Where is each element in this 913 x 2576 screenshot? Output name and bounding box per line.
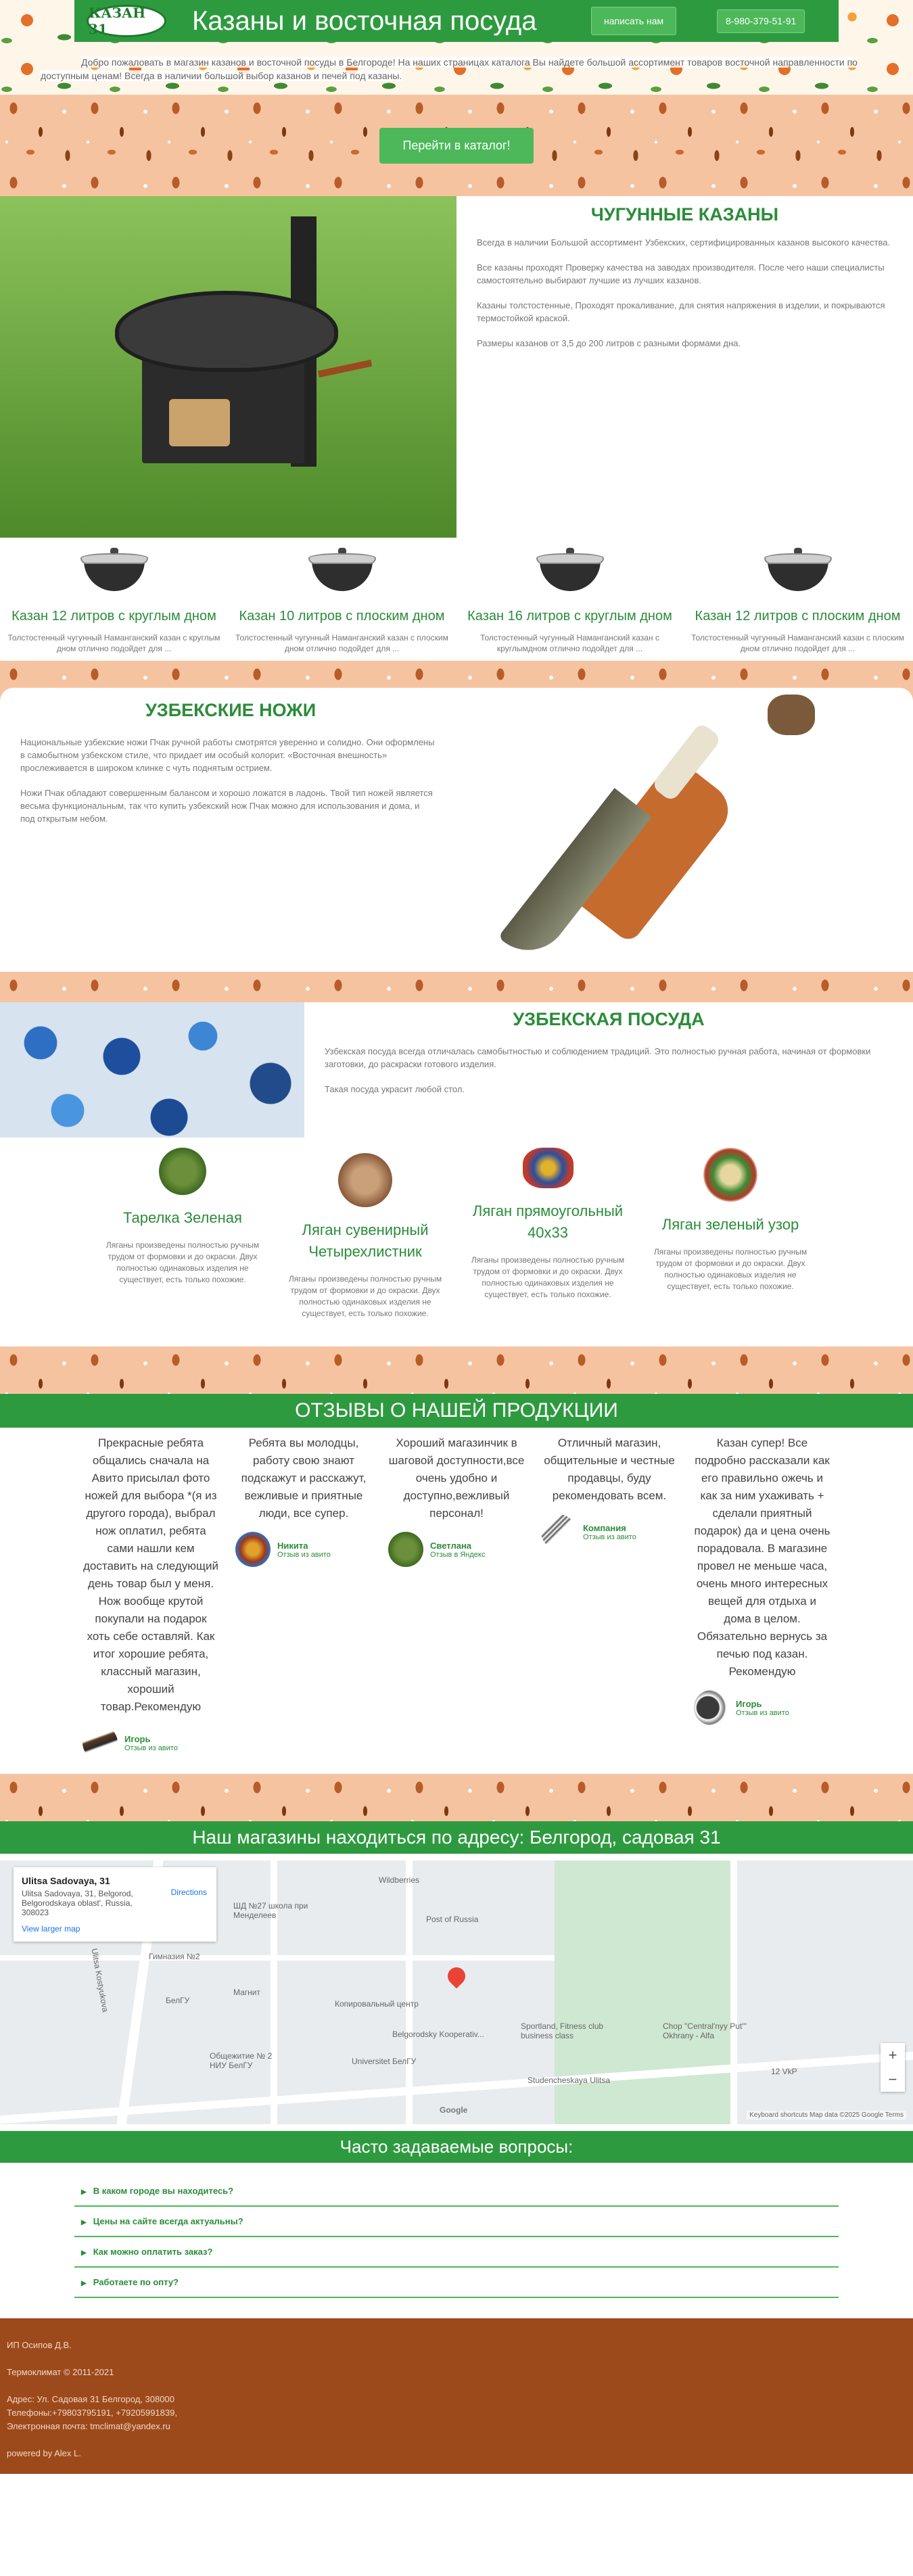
review-text: Казан супер! Все подробно рассказали как его правильно ожечь и как за ним ухаживать + сделали приятный подарок) да и цена очень порадовала. В магазине провел не меньше часа, очень много интересных вещей для отдыха и дома в целом. Обязательно вернусь за печью под казан. Рекомендую [694, 1436, 830, 1678]
plate-desc: Ляганы произведены полностью ручным трудом от формовки и до окраски. Двух полностью одинаковых изделия не существует, есть только похожие. [288, 1274, 442, 1318]
kazan-section [0, 196, 913, 538]
product-title[interactable]: Казан 12 литров с круглым дном [11, 609, 216, 624]
author-name: Компания [583, 1522, 626, 1533]
divider-pattern [0, 972, 913, 1002]
site-title: Казаны и восточная посуда [192, 5, 537, 36]
footer-copyright: Термоклимат © 2011-2021 [7, 2367, 114, 2377]
divider-pattern [0, 1346, 913, 1394]
product-desc: Толстостенный чугунный Наманганский казан с круглым дном отлично подойдет для ... [7, 633, 220, 653]
review-list [0, 1428, 913, 1774]
map-info-card [14, 1867, 216, 1942]
catalog-button[interactable]: Перейти в каталог! [379, 128, 533, 164]
kazan-text [456, 196, 913, 538]
header-bar [74, 0, 839, 42]
product-card[interactable] [228, 548, 456, 654]
plate-desc: Ляганы произведены полностью ручным трудом от формовки и до окраски. Двух полностью одинаковых изделия не существует, есть только похожие. [653, 1247, 807, 1291]
kazan-icon [308, 548, 376, 595]
map-label: Общежитие № 2 НИУ БелГУ [210, 2051, 273, 2070]
product-desc: Толстостенный чугунный Наманганский казан с плоским дном отлично подойдет для ... [691, 633, 904, 653]
phone-button[interactable]: 8-980-379-51-91 [717, 9, 805, 33]
kazan-icon [764, 548, 832, 595]
product-list [0, 538, 913, 661]
zoom-out-icon[interactable]: − [888, 2071, 897, 2088]
plate-desc: Ляганы произведены полностью ручным трудом от формовки и до окраски. Двух полностью одинаковых изделия не существует, есть только похожие. [106, 1240, 260, 1284]
map-label: БелГУ [166, 1996, 190, 2005]
caret-right-icon: ▶ [81, 2188, 87, 2196]
author-source: Отзыв из авито [736, 1708, 789, 1717]
plate-card[interactable] [274, 1148, 456, 1319]
author-name: Никита [277, 1540, 308, 1551]
kazan-paragraph: Размеры казанов от 3,5 до 200 литров с разными формами дна. [477, 338, 741, 348]
kazan-photo [0, 196, 456, 538]
faq-item[interactable]: ▶ Работаете по опту? [74, 2268, 839, 2298]
reviews-title: ОТЗЫВЫ О НАШЕЙ ПРОДУКЦИИ [0, 1394, 913, 1428]
zoom-in-icon[interactable]: + [888, 2046, 897, 2063]
faq-list [0, 2163, 913, 2318]
write-us-button[interactable]: написать нам [591, 7, 676, 35]
product-title[interactable]: Казан 16 литров с круглым дном [467, 609, 672, 624]
kazan-paragraph: Все казаны проходят Проверку качества на заводах производителя. После чего наши специалисты самостоятельно выбирают лучшие из лучших казанов. [477, 262, 885, 285]
review-text: Отличный магазин, общительные и честные продавцы, буду рекомендовать всем. [544, 1436, 675, 1502]
review-card [380, 1434, 533, 1567]
location-pin-icon[interactable] [444, 1964, 469, 1989]
review-author [388, 1532, 525, 1567]
review-author [541, 1514, 678, 1549]
map-label: Копировальный центр [335, 1999, 419, 2009]
footer-powered: powered by Alex L. [7, 2448, 81, 2458]
map-copyright[interactable]: Keyboard shortcuts Map data ©2025 Google Terms [747, 2111, 906, 2120]
plate-title[interactable]: Ляган прямоугольный 40х33 [472, 1202, 624, 1241]
footer-email[interactable]: Электронная почта: tmclimat@yandex.ru [7, 2421, 170, 2431]
site-header [0, 0, 913, 49]
product-desc: Толстостенный чугунный Наманганский казан с плоским дном отлично подойдет для ... [235, 633, 448, 653]
author-source: Отзыв из авито [277, 1550, 331, 1559]
knives-text [0, 688, 456, 972]
plate-title[interactable]: Ляган зеленый узор [661, 1216, 799, 1233]
review-card [74, 1434, 227, 1760]
divider-pattern [0, 1774, 913, 1821]
map-label: Sportland, Fitness club business class [521, 2021, 604, 2040]
review-author [83, 1725, 219, 1760]
pottery-title: УЗБЕКСКАЯ ПОСУДА [513, 1009, 705, 1029]
author-name: Игорь [736, 1698, 762, 1709]
review-text: Прекрасные ребята общались сначала на Авито присылал фото ножей для выбора *(я из другого города), выбрал нож оплатил, ребята сами нашли кем доставить на следующий день товар был у меня. Нож вообще крутой покупали на подарок хоть себе оставляй. Как итог хорошие ребята, классный магазин, хороший товар.Рекомендую [83, 1436, 219, 1713]
knives-section [0, 688, 913, 972]
review-card [533, 1434, 686, 1549]
review-text: Ребята вы молодцы, работу свою знают подскажут и расскажут, вежливые и приятные люди, все супер. [241, 1436, 367, 1520]
plate-card[interactable] [639, 1148, 822, 1319]
knife-avatar-icon [83, 1725, 118, 1760]
author-name: Светлана [430, 1540, 472, 1551]
map-larger-link[interactable]: View larger map [22, 1924, 80, 1934]
faq-title: Часто задаваемые вопросы: [0, 2131, 913, 2163]
plate-desc: Ляганы произведены полностью ручным трудом от формовки и до окраски. Двух полностью одинаковых изделия не существует, есть только похожие. [471, 1255, 625, 1299]
faq-item[interactable]: ▶ Как можно оплатить заказ? [74, 2237, 839, 2268]
pottery-section [0, 1002, 913, 1138]
faq-item[interactable]: ▶ В каком городе вы находитесь? [74, 2176, 839, 2207]
map-zoom-control[interactable] [881, 2043, 905, 2092]
kazan-icon [80, 548, 148, 595]
review-author [694, 1690, 830, 1725]
product-title[interactable]: Казан 12 литров с плоским дном [695, 609, 901, 624]
catalog-strip [0, 95, 913, 196]
pottery-paragraph: Такая посуда украсит любой стол. [325, 1084, 465, 1094]
google-map[interactable] [0, 1860, 913, 2124]
review-card [686, 1434, 839, 1725]
product-title[interactable]: Казан 10 литров с плоским дном [239, 609, 445, 624]
plate-card[interactable] [456, 1148, 639, 1319]
author-source: Отзыв в Яндекс [430, 1550, 486, 1559]
kazan-title: ЧУГУННЫЕ КАЗАНЫ [590, 204, 779, 225]
faq-item[interactable]: ▶ Цены на сайте всегда актуальны? [74, 2207, 839, 2237]
intro-section [0, 49, 913, 95]
google-logo: Google [440, 2105, 468, 2115]
caret-right-icon: ▶ [81, 2249, 87, 2257]
address-title: Наш магазины находиться по адресу: Белгород, садовая 31 [0, 1821, 913, 1854]
map-place-name: Ulitsa Sadovaya, 31 [22, 1875, 110, 1886]
kazan-paragraph: Всегда в наличии Большой ассортимент Узбекских, сертифицированных казанов высокого качества. [477, 237, 891, 248]
footer-phones[interactable]: Телефоны:+79803795191, +79205991839, [7, 2408, 177, 2418]
author-name: Игорь [124, 1733, 151, 1744]
plate-title[interactable]: Ляган сувенирный Четырехлистник [302, 1221, 429, 1260]
plate-list [0, 1138, 913, 1346]
author-source: Отзыв из авито [583, 1532, 636, 1541]
plate-avatar-icon [388, 1532, 423, 1567]
map-label: Гимназия №2 [149, 1952, 200, 1961]
kazan-paragraph: Казаны толстостенные, Проходят прокаливание, для снятия напряжения в изделии, и покрываются термостойкой краской. [477, 300, 885, 323]
knife-photo [456, 688, 913, 972]
map-label: Universitet БелГУ [352, 2057, 417, 2066]
map-label: Ulitsa Kostyukova [89, 1947, 110, 2013]
kazan-icon [536, 548, 604, 595]
map-place-address: Ulitsa Sadovaya, 31, Belgorod, Belgorodskaya oblast', Russia, 308023 [22, 1889, 133, 1917]
map-label: Chop "Central'nyy Put'" Okhrany - Alfa [663, 2021, 747, 2040]
kazan-avatar-icon [694, 1690, 729, 1725]
pottery-photo [0, 1002, 304, 1138]
plate-title[interactable]: Тарелка Зеленая [123, 1209, 242, 1226]
caret-right-icon: ▶ [81, 2280, 87, 2287]
site-logo[interactable]: КАЗАН 31 [87, 5, 166, 37]
review-card [227, 1434, 380, 1567]
pattern-plate-icon [703, 1148, 757, 1202]
map-label: Wildberries [379, 1875, 420, 1885]
knives-wrapper [0, 661, 913, 972]
footer-address: Адрес: Ул. Садовая 31 Белгород, 308000 [7, 2394, 174, 2404]
review-author [235, 1532, 372, 1567]
product-desc: Толстостенный чугунный Наманганский казан с круглымдном отлично подойдет для ... [480, 633, 659, 653]
plate-avatar-icon [235, 1532, 271, 1567]
site-footer [0, 2318, 913, 2474]
knives-paragraph: Национальные узбекские ножи Пчак ручной работы смотрятся уверенно и солидно. Они оформлены в самобытном узбекском стиле, что придает им особый колорит. «Восточная внешность» прослеживается в широком клинке с чуть поднятым острием. [20, 737, 435, 773]
review-text: Хороший магазинчик в шаговой доступности,все очень удобно и доступно,вежливый персонал! [388, 1436, 525, 1520]
rect-plate-icon [523, 1148, 573, 1188]
footer-owner: ИП Осипов Д.В. [7, 2340, 72, 2350]
intro-text: Добро пожаловать в магазин казанов и восточной посуды в Белгороде! На наших страницах каталога Вы найдете большой ассортимент товаров восточной направленности по доступным ценам! Всегда в наличии большой выбор казанов и печей под казаны. [41, 57, 858, 81]
knives-title: УЗБЕКСКИЕ НОЖИ [145, 700, 317, 720]
map-directions-link[interactable]: Directions [170, 1888, 207, 1897]
plate-card[interactable] [91, 1148, 274, 1319]
product-card[interactable] [456, 548, 684, 654]
map-label: ШД №27 школа при Менделеев [233, 1901, 308, 1920]
product-card[interactable] [0, 548, 228, 654]
green-plate-icon [159, 1148, 206, 1195]
map-label: Belgorodsky Kooperativ... [392, 2030, 484, 2039]
caret-right-icon: ▶ [81, 2219, 87, 2226]
product-card[interactable] [684, 548, 912, 654]
map-label: 12 VkP [771, 2067, 797, 2076]
map-label: Магнит [233, 1988, 261, 1997]
souvenir-plate-icon [338, 1153, 392, 1207]
map-label: Studencheskaya Ulitsa [528, 2076, 611, 2085]
skewer-avatar-icon [541, 1514, 576, 1549]
knives-paragraph: Ножи Пчак обладают совершенным балансом и хорошо ложатся в ладонь. Твой тип ножей является весьма функциональным, так что купить узбекский нож Пчак можно для использования и дома, и под открытым небом. [20, 788, 433, 824]
pottery-paragraph: Узбекская посуда всегда отличалась самобытностью и соблюдением традиций. Это полностью ручная работа, начиная от формовки заготовки, до раскраски готового изделия. [325, 1046, 871, 1069]
author-source: Отзыв из авито [124, 1743, 178, 1752]
map-label: Post of Russia [426, 1915, 479, 1924]
pottery-text [304, 1002, 913, 1138]
